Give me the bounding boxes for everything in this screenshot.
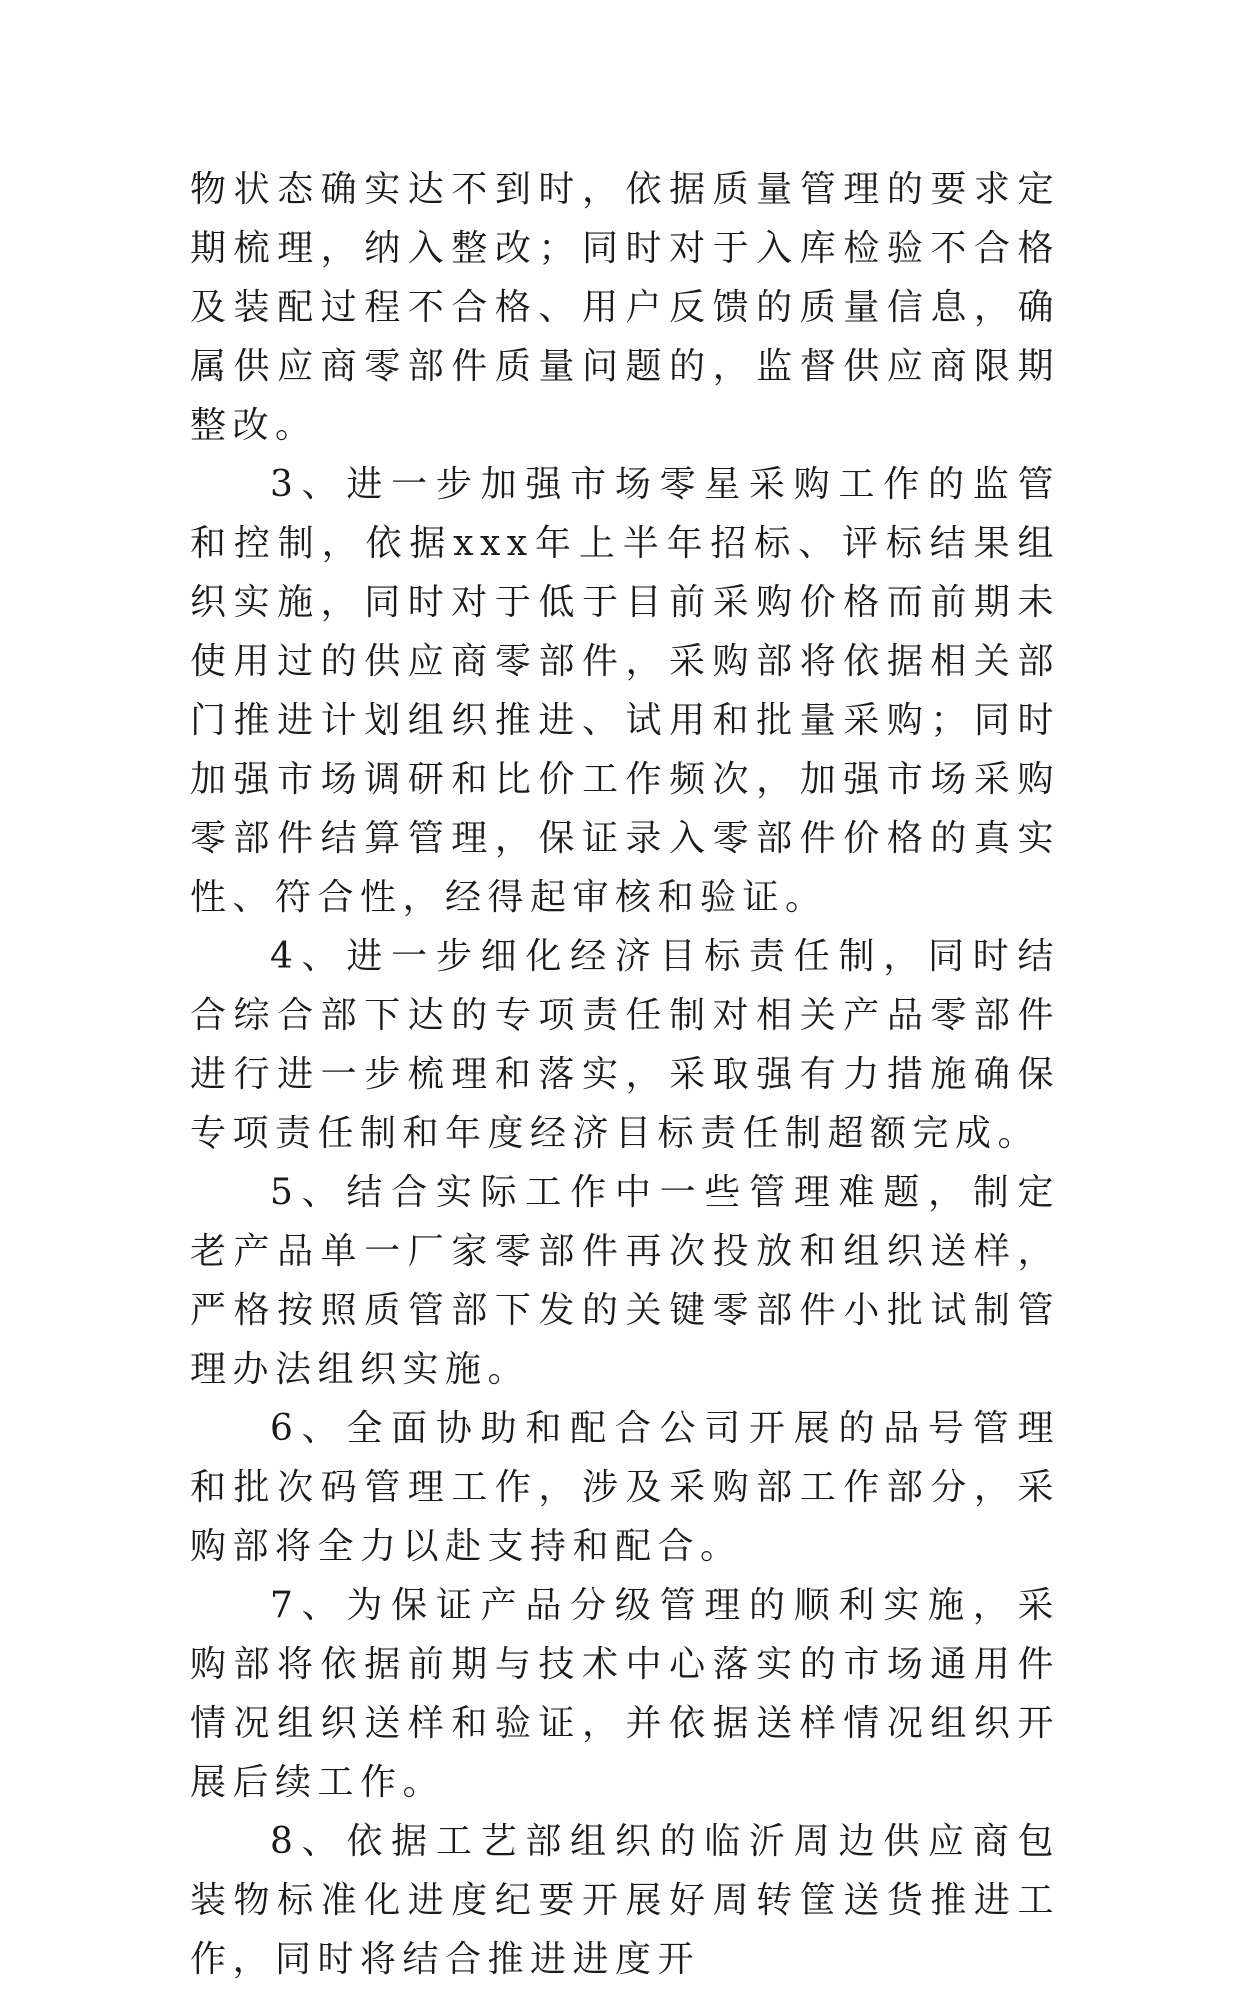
paragraph-3: 4、进一步细化经济目标责任制，同时结合综合部下达的专项责任制对相关产品零部件进行进一步梳理和落实，采取强有力措施确保专项责任制和年度经济目标责任制超额完成。 (190, 936, 1060, 1154)
paragraph-1: 物状态确实达不到时，依据质量管理的要求定期梳理，纳入整改；同时对于入库检验不合格及装配过程不合格、用户反馈的质量信息，确属供应商零部件质量问题的，监督供应商限期整改。 (190, 169, 1060, 446)
paragraph-6: 7、为保证产品分级管理的顺利实施，采购部将依据前期与技术中心落实的市场通用件情况组织送样和验证，并依据送样情况组织开展后续工作。 (190, 1585, 1060, 1803)
paragraph-7: 8、依据工艺部组织的临沂周边供应商包装物标准化进度纪要开展好周转筐送货推进工作，同时将结合推进进度开 (190, 1821, 1060, 1980)
paragraph-2: 3、进一步加强市场零星采购工作的监管和控制，依据xxx年上半年招标、评标结果组织实施，同时对于低于目前采购价格而前期未使用过的供应商零部件，采购部将依据相关部门推进计划组织推进、试用和批量采购；同时加强市场调研和比价工作频次，加强市场采购零部件结算管理，保证录入零部件价格的真实性、符合性，经得起审核和验证。 (190, 464, 1060, 918)
paragraph-4: 5、结合实际工作中一些管理难题，制定老产品单一厂家零部件再次投放和组织送样，严格按照质管部下发的关键零部件小批试制管理办法组织实施。 (190, 1172, 1060, 1390)
paragraph-5: 6、全面协助和配合公司开展的品号管理和批次码管理工作，涉及采购部工作部分，采购部将全力以赴支持和配合。 (190, 1408, 1060, 1567)
document-body (190, 160, 1060, 1989)
